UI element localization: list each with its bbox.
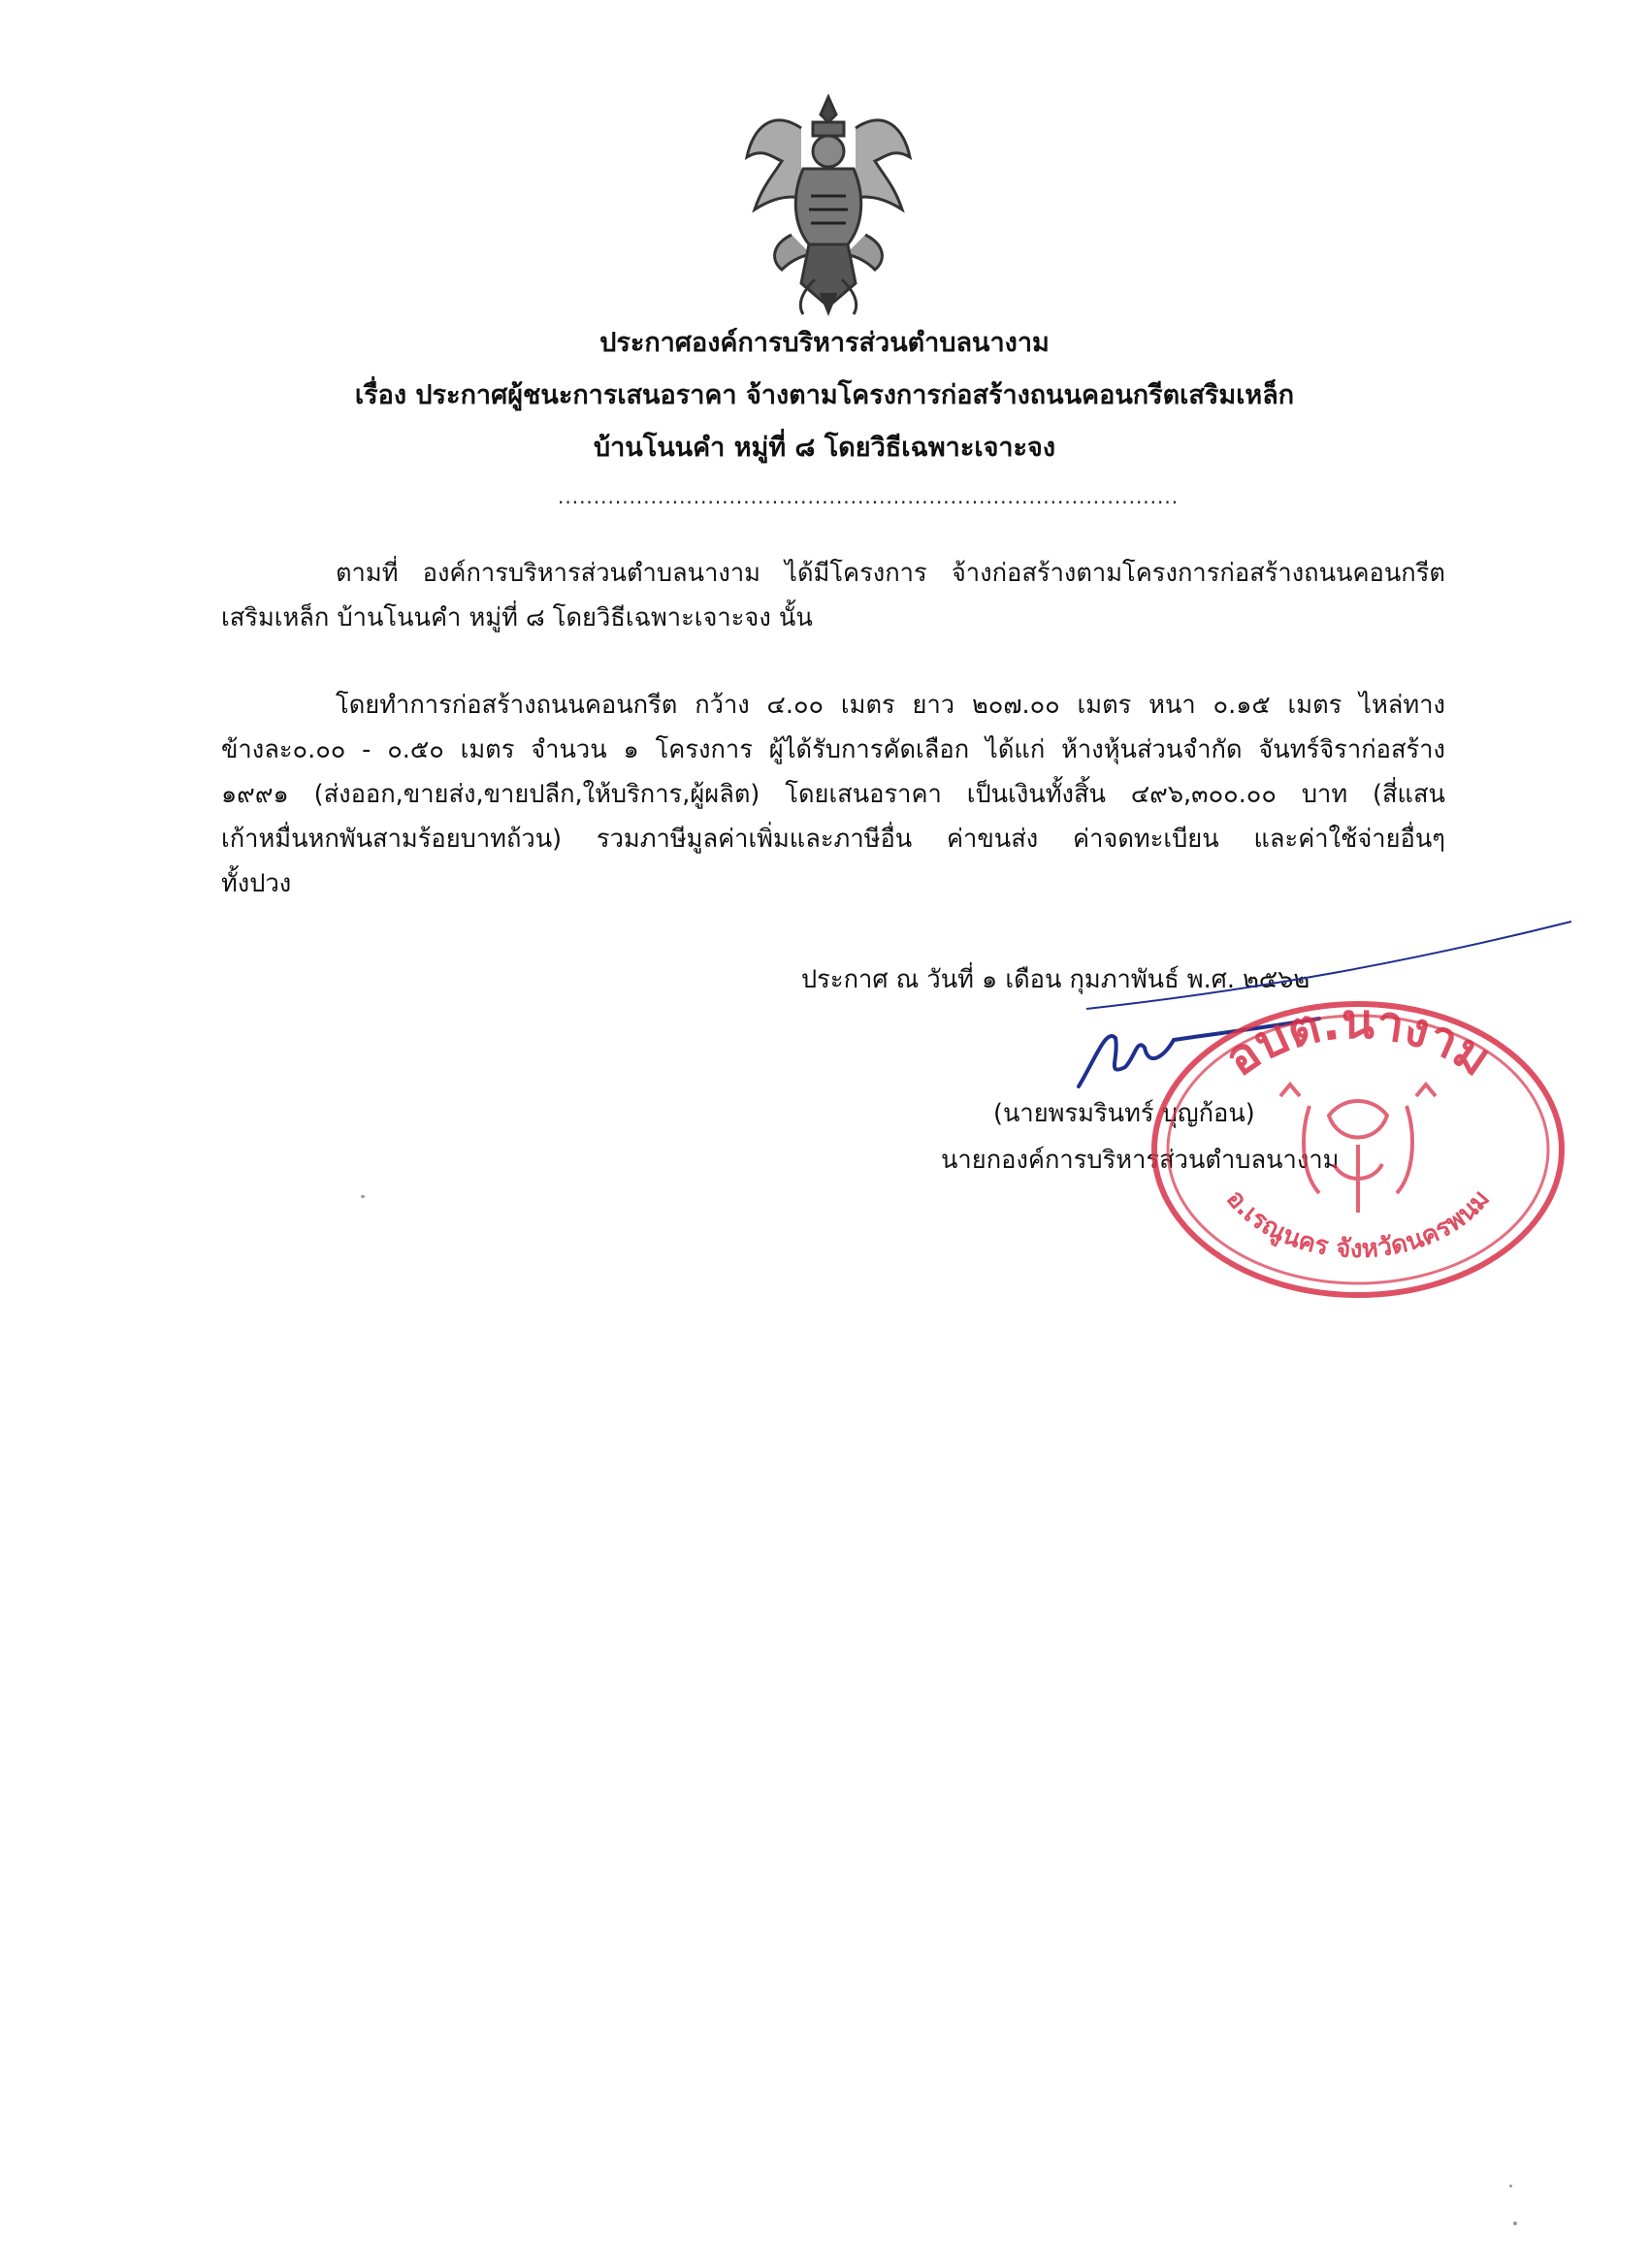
garuda-emblem-icon bbox=[733, 89, 923, 322]
scan-speck bbox=[1513, 2221, 1517, 2225]
signatory-name: (นายพรมรินทร์ บุญก้อน) bbox=[993, 1099, 1255, 1128]
paragraph-line: ทั้งปวง bbox=[221, 869, 292, 898]
doc-subject-cont: บ้านโนนคำ หมู่ที่ ๘ โดยวิธีเฉพาะเจาะจง bbox=[593, 433, 1056, 463]
stamp-bottom-text: อ.เรณูนคร จังหวัดนครพนม bbox=[1220, 1184, 1496, 1265]
official-stamp-icon bbox=[1135, 989, 1581, 1310]
announcement-date: ประกาศ ณ วันที่ ๑ เดือน กุมภาพันธ์ พ.ศ. ๒๕๖๒ bbox=[801, 965, 1310, 994]
paragraph-line: เก้าหมื่นหกพันสามร้อยบาทถ้วน) รวมภาษีมูลค่าเพิ่มและภาษีอื่น ค่าขนส่ง ค่าจดทะเบียน และค่าใช้จ่ายอื่นๆ bbox=[221, 825, 1445, 854]
paragraph-line: ตามที่ องค์การบริหารส่วนตำบลนางาม ได้มีโครงการ จ้างก่อสร้างตามโครงการก่อสร้างถนนคอนกรีต bbox=[336, 559, 1445, 588]
paragraph-line: เสริมเหล็ก บ้านโนนคำ หมู่ที่ ๘ โดยวิธีเฉพาะเจาะจง นั้น bbox=[221, 603, 813, 632]
scan-speck bbox=[361, 1195, 365, 1198]
svg-text:อบต.นางาม bbox=[1214, 993, 1501, 1087]
paragraph-line: ข้างละ๐.๐๐ - ๐.๕๐ เมตร จำนวน ๑ โครงการ ผู้ได้รับการคัดเลือก ได้แก่ ห้างหุ้นส่วนจำกัด จันทร์จิราก่อสร้าง bbox=[221, 735, 1445, 764]
signatory-title: นายกองค์การบริหารส่วนตำบลนางาม bbox=[941, 1146, 1340, 1175]
paragraph-line: โดยทำการก่อสร้างถนนคอนกรีต กว้าง ๔.๐๐ เมตร ยาว ๒๐๗.๐๐ เมตร หนา ๐.๑๕ เมตร ไหล่ทาง bbox=[336, 691, 1445, 720]
paragraph-2 bbox=[221, 683, 1445, 906]
doc-subject: เรื่อง ประกาศผู้ชนะการเสนอราคา จ้างตามโครงการก่อสร้างถนนคอนกรีตเสริมเหล็ก bbox=[354, 380, 1295, 410]
dotted-divider: ....................................................................................... bbox=[558, 485, 1180, 508]
paragraph-line: ๑๙๙๑ (ส่งออก,ขายส่ง,ขายปลีก,ให้บริการ,ผู้ผลิต) โดยเสนอราคา เป็นเงินทั้งสิ้น ๔๙๖,๓๐๐.๐๐ บาท (สี่แสน bbox=[221, 780, 1445, 809]
scan-speck bbox=[1509, 2185, 1512, 2187]
stamp-top-text: อบต.นางาม bbox=[1214, 992, 1502, 1087]
paragraph-1 bbox=[221, 551, 1445, 640]
doc-title: ประกาศองค์การบริหารส่วนตำบลนางาม bbox=[599, 328, 1050, 358]
